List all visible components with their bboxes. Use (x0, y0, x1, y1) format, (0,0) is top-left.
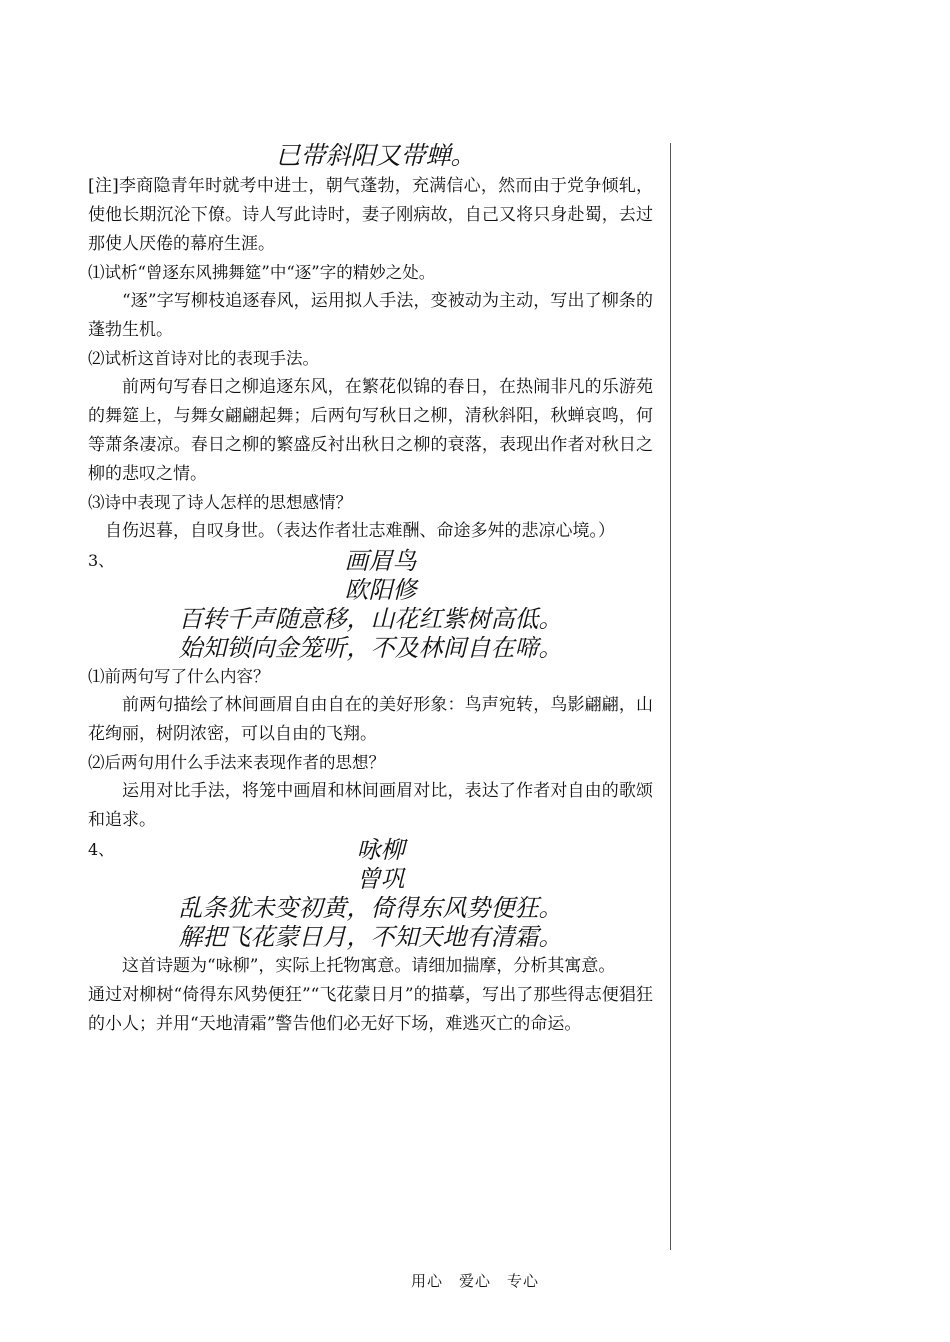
answer: 运用对比手法，将笼中画眉和林间画眉对比，表达了作者对自由的歌颂和追求。 (88, 781, 653, 830)
answer-1: “逐”字写柳枝追逐春风，运用拟人手法，变被动为主动，写出了柳条的蓬勃生机。 (88, 291, 653, 340)
poem-line: 乱条犹未变初黄，倚得东风势便狂。 (178, 894, 563, 922)
poem-author: 欧阳修 (344, 576, 417, 604)
answer: 前两句描绘了林间画眉自由自在的美好形象：鸟声宛转，鸟影翩翩，山花绚丽，树阴浓密，可以自由的飞翔。 (88, 695, 653, 744)
poem-last-line: 已带斜阳又带蝉。 (275, 141, 476, 170)
question: ⑴前两句写了什么内容？ (88, 667, 270, 686)
answer-2: 前两句写春日之柳追逐东风，在繁花似锦的春日，在热闹非凡的乐游苑的舞筵上，与舞女翩翩起舞；后两句写秋日之柳，清秋斜阳，秋蝉哀鸣，何等萧条凄凉。春日之柳的繁盛反衬出秋日之柳的衰落，表现出作者对秋日之柳的悲叹之情。 (88, 377, 653, 484)
column-divider (670, 143, 671, 1250)
question: 这首诗题为“咏柳”，实际上托物寓意。请细加揣摩，分析其寓意。 (122, 956, 616, 976)
main-content (88, 140, 653, 1039)
section-3-header (88, 546, 653, 576)
section-number: 3、 (88, 551, 115, 570)
poem-title: 画眉鸟 (344, 547, 417, 575)
poem-note: [注]李商隐青年时就考中进士，朝气蓬勃，充满信心，然而由于党争倾轧，使他长期沉沦下僚。诗人写此诗时，妻子刚病故，自己又将只身赴蜀，去过那使人厌倦的幕府生涯。 (88, 176, 653, 254)
answer: 通过对柳树“倚得东风势便狂”“飞花蒙日月”的描摹，写出了那些得志便猖狂的小人；并用“天地清霜”警告他们必无好下场，难逃灭亡的命运。 (88, 985, 653, 1034)
poem-title: 咏柳 (356, 836, 405, 864)
answer-3: 自伤迟暮，自叹身世。（表达作者壮志难酬、命途多舛的悲凉心境。） (105, 521, 615, 541)
section-4-header (88, 835, 653, 865)
poem-line: 百转千声随意移，山花红紫树高低。 (178, 605, 563, 633)
poem-author: 曾巩 (356, 865, 405, 893)
section-number: 4、 (88, 840, 115, 859)
question-3: ⑶诗中表现了诗人怎样的思想感情？ (88, 493, 352, 512)
question-1: ⑴试析“曾逐东风拂舞筵”中“逐”字的精妙之处。 (88, 263, 436, 282)
poem-line: 解把飞花蒙日月，不知天地有清霜。 (178, 923, 563, 951)
page-footer: 用心 爱心 专心 (410, 1272, 539, 1290)
poem-line: 始知锁向金笼听，不及林间自在啼。 (178, 634, 563, 662)
question-2: ⑵试析这首诗对比的表现手法。 (88, 349, 319, 368)
question: ⑵后两句用什么手法来表现作者的思想？ (88, 753, 385, 772)
